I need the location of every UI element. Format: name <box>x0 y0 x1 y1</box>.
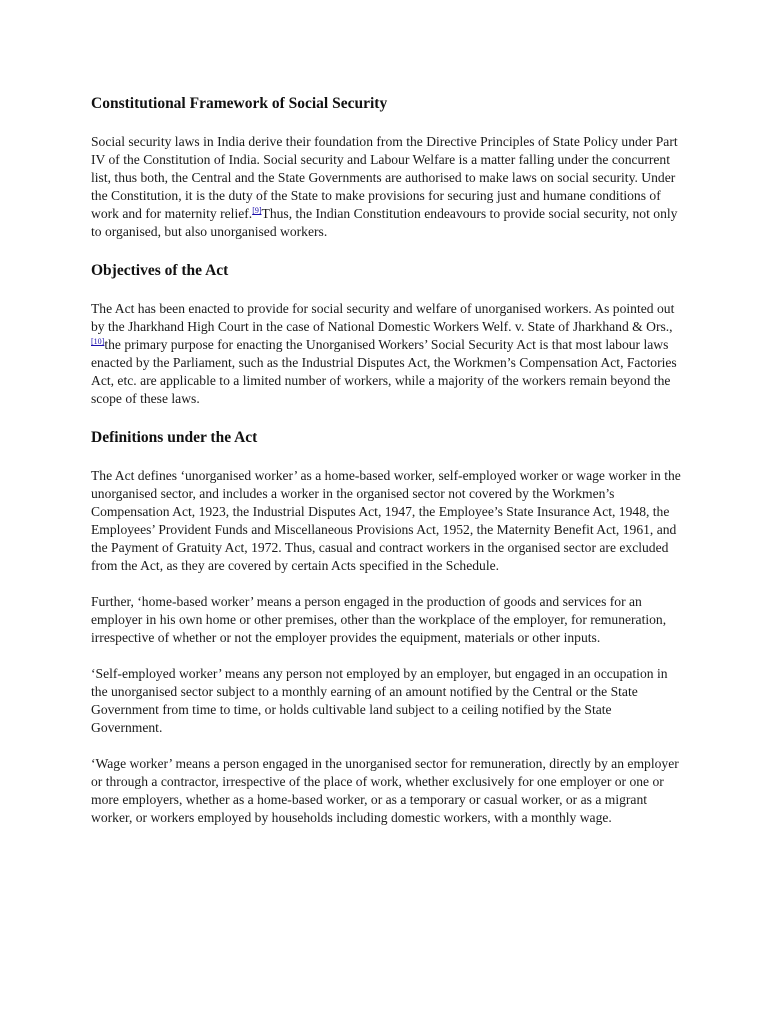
footnote-link-10[interactable]: [10] <box>91 337 105 346</box>
paragraph-home-based-worker: Further, ‘home-based worker’ means a person engaged in the production of goods and services for an employer in his own home or other premises, other than the workplace of the employer, for remuneration, irrespective of whether or not the employer provides the equipment, materials or other inputs. <box>91 594 667 645</box>
footnote-link-9[interactable]: [9] <box>252 206 262 215</box>
paragraph-constitutional-framework <box>91 133 681 241</box>
section-heading-constitutional-framework: Constitutional Framework of Social Security <box>91 95 388 112</box>
paragraph-unorganised-worker: The Act defines ‘unorganised worker’ as a home-based worker, self-employed worker or wage worker in the unorganised sector, and includes a worker in the organised sector not covered by the Workmen’s Compensation Act, 1923, the Industrial Disputes Act, 1947, the Employee’s State Insurance Act, 1948, the Employees’ Provident Funds and Miscellaneous Provisions Act, 1952, the Maternity Benefit Act, 1961, and the Payment of Gratuity Act, 1972. Thus, casual and contract workers in the organised sector are excluded from the Act, as they are covered by certain Acts specified in the Schedule. <box>91 468 681 573</box>
paragraph-wage-worker: ‘Wage worker’ means a person engaged in the unorganised sector for remuneration, directly by an employer or through a contractor, irrespective of the place of work, whether exclusively for one employer or one or more employers, whether as a home-based worker, or as a temporary or casual worker, or as a migrant worker, or workers employed by households including domestic workers, with a monthly wage. <box>91 756 679 825</box>
paragraph-text: Social security laws in India derive their foundation from the Directive Principles of State Policy under Part IV of the Constitution of India. Social security and Labour Welfare is a matter falling under the concurrent list, thus both, the Central and the State Governments are authorised to make laws on social security. Under the Constitution, it is the duty of the State to make provisions for securing just and humane conditions of work and for maternity relief. <box>91 134 678 221</box>
paragraph-text: The Act has been enacted to provide for social security and welfare of unorganised workers. As pointed out by the Jharkhand High Court in the case of National Domestic Workers Welf. v. State of Jharkhand & Ors., <box>91 301 675 334</box>
section-heading-objectives: Objectives of the Act <box>91 262 229 279</box>
paragraph-objectives <box>91 300 681 408</box>
section-heading-definitions: Definitions under the Act <box>91 429 258 446</box>
paragraph-text: Thus, the Indian Constitution endeavours to provide social security, not only to organised, but also unorganised workers. <box>91 206 678 239</box>
footnote-ref-9[interactable] <box>252 206 261 215</box>
paragraph-text: the primary purpose for enacting the Unorganised Workers’ Social Security Act is that most labour laws enacted by the Parliament, such as the Industrial Disputes Act, the Workmen’s Compensation Act, Factories Act, etc. are applicable to a limited number of workers, while a majority of the workers remain beyond the scope of these laws. <box>91 337 677 406</box>
paragraph-self-employed-worker: ‘Self-employed worker’ means any person not employed by an employer, but engaged in an occupation in the unorganised sector subject to a monthly earning of an amount notified by the Central or the State Government from time to time, or holds cultivable land subject to a ceiling notified by the State Government. <box>91 666 668 735</box>
document-body <box>91 94 681 827</box>
footnote-ref-10[interactable] <box>91 337 104 346</box>
